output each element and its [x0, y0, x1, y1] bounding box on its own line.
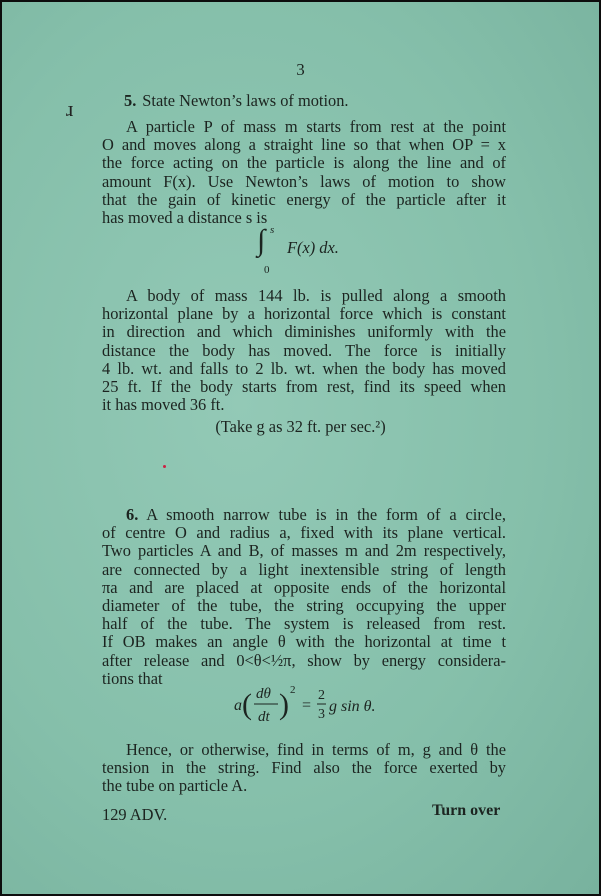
energy-equation: [232, 680, 392, 730]
eq-denominator: dt: [258, 709, 270, 725]
question-6-number: 6.: [126, 505, 139, 524]
q6-p1-line: If OB makes an angle θ with the horizontal at time t: [102, 632, 506, 652]
q6-p1-line: after release and 0<θ<½π, show by energy considera-: [102, 650, 506, 670]
q5-p2-line: in direction and which diminishes uniformly with the: [102, 322, 506, 342]
q5-p1-line: that the gain of kinetic energy of the particle after it: [102, 189, 506, 209]
eq-frac-den: 3: [318, 707, 325, 722]
q5-p1-line: amount F(x). Use Newton’s laws of motion to show: [102, 171, 506, 191]
q5-p1-line: the force acting on the particle is along the line and of: [102, 153, 506, 173]
question-5-heading: [124, 91, 349, 111]
q6-p1-line: are connected by a light inextensible string of length: [102, 559, 506, 579]
integral-lower-limit: 0: [264, 264, 270, 276]
q6-p2-line: the tube on particle A.: [102, 776, 248, 796]
q6-p2-line: tension in the string. Find also the force exerted by: [102, 758, 506, 778]
margin-tick-mark: ɹ: [66, 96, 74, 121]
eq-rhs: g sin θ.: [329, 698, 376, 715]
q6-p1-line: Two particles A and B, of masses m and 2m respectively,: [102, 541, 506, 561]
question-5-paragraph-2: [102, 287, 506, 414]
q5-p2-line: distance the body has moved. The force is initially: [102, 340, 506, 360]
q5-p1-line: has moved a distance s is: [102, 208, 268, 228]
q5-p2-line: horizontal plane by a horizontal force which is constant: [102, 304, 506, 324]
question-5-number: 5.: [124, 91, 137, 110]
eq-power: 2: [290, 684, 296, 696]
q5-p2-line: A body of mass 144 lb. is pulled along a smooth: [126, 286, 506, 305]
turn-over-label: Turn over: [432, 802, 501, 819]
q6-p1-line: of centre O and radius a, fixed with its plane vertical.: [102, 523, 506, 543]
q5-p2-line: 4 lb. wt. and falls to 2 lb. wt. when the body has moved: [102, 358, 506, 378]
question-5-heading-text: State Newton’s laws of motion.: [142, 91, 349, 110]
q5-p2-line: it has moved 36 ft.: [102, 395, 225, 415]
eq-numerator: dθ: [256, 686, 271, 702]
q5-p2-line: 25 ft. If the body starts from rest, find its speed when: [102, 377, 506, 397]
q6-p1-line-0: [102, 506, 506, 524]
eq-frac-num: 2: [318, 688, 325, 703]
q6-p1-line: πa and are placed at opposite ends of the horizontal: [102, 577, 506, 597]
integrand: F(x) dx.: [287, 238, 339, 257]
q6-p1-line: tions that: [102, 668, 163, 688]
q6-p1-line: half of the tube. The system is released from rest.: [102, 614, 506, 634]
q5-p1-line: A particle P of mass m starts from rest at the point: [126, 117, 506, 136]
question-6-paragraph-1: [102, 506, 506, 688]
question-5-paragraph-1: [102, 118, 506, 227]
gravity-note: (Take g as 32 ft. per sec.²): [215, 417, 386, 436]
q6-p1-line: diameter of the tube, the string occupying the upper: [102, 596, 506, 616]
integral-sign: ∫: [257, 224, 266, 257]
paper-code: 129 ADV.: [102, 805, 168, 824]
page-number: 3: [296, 60, 305, 79]
eq-equals: =: [302, 697, 312, 714]
ink-speck: [163, 465, 166, 468]
eq-right-paren: ): [279, 688, 289, 721]
eq-left-paren: (: [242, 688, 252, 721]
question-6-paragraph-2: [102, 741, 506, 796]
q6-p2-line: Hence, or otherwise, find in terms of m, g and θ the: [126, 740, 506, 759]
q5-p1-line: O and moves along a straight line so that when OP = x: [102, 135, 506, 155]
q6-p1-line-text: A smooth narrow tube is in the form of a circle,: [146, 505, 506, 524]
integral-upper-limit: s: [270, 224, 275, 236]
eq-coefficient: a: [234, 697, 242, 714]
